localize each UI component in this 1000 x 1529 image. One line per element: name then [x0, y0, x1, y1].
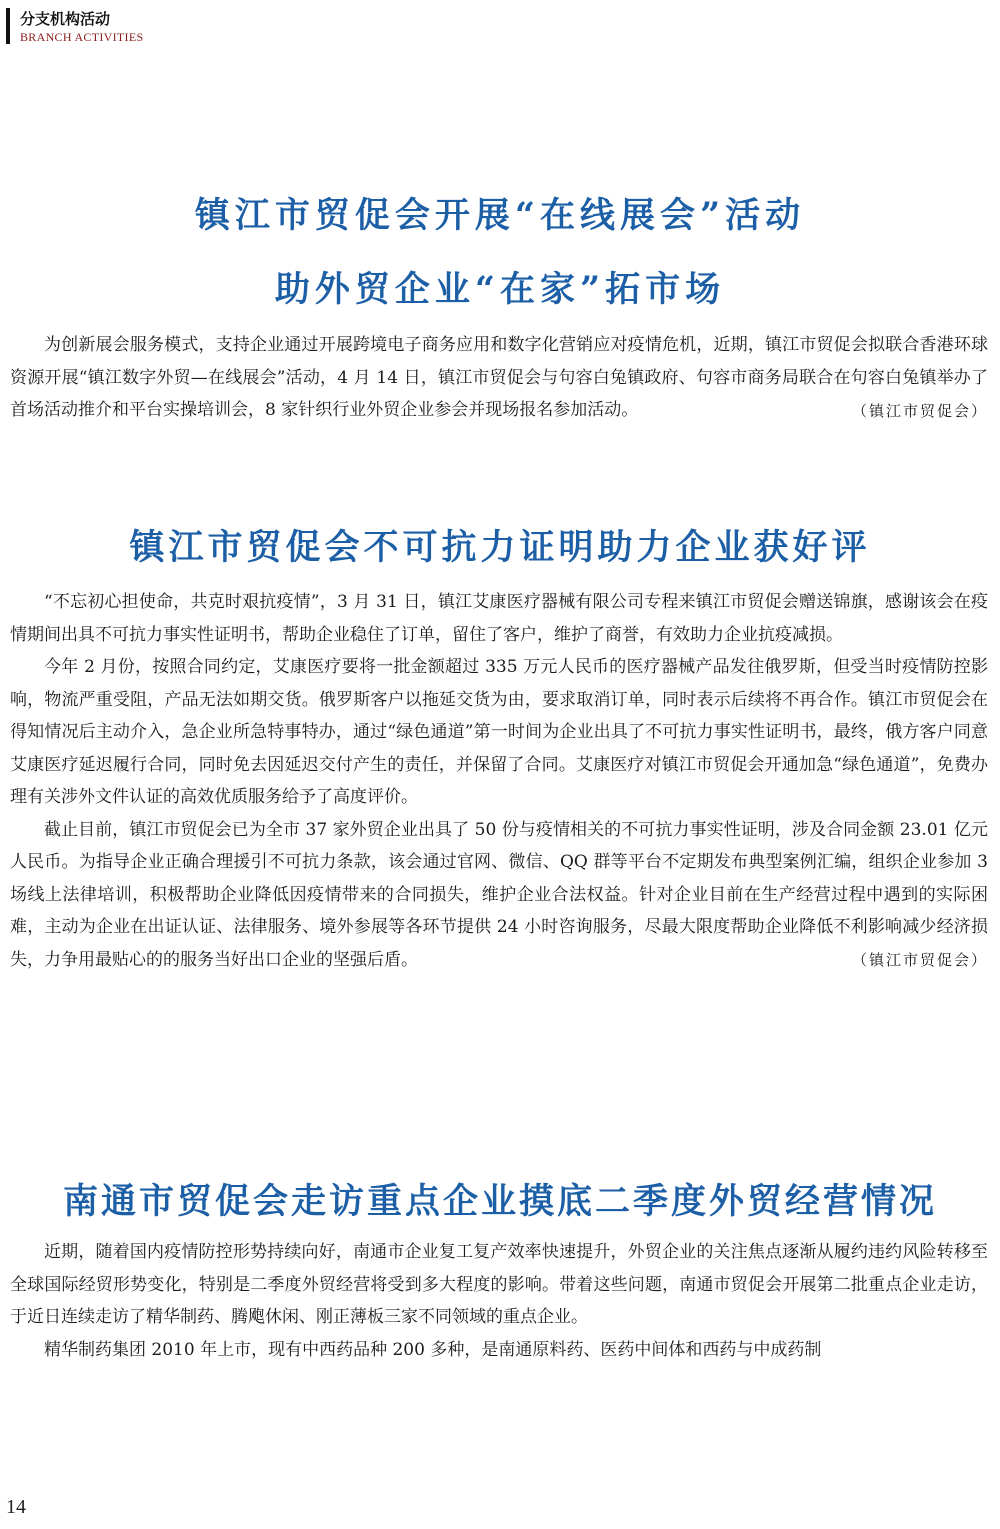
article1-body [10, 329, 988, 427]
article2-paragraph-1: “不忘初心担使命，共克时艰抗疫情”，3 月 31 日，镇江艾康医疗器械有限公司专程来镇江市贸促会赠送锦旗，感谢该会在疫情期间出具不可抗力事实性证明书，帮助企业稳住了订单，留住了客户，维护了商誉，有效助力企业抗疫减损。 [10, 592, 988, 645]
article3-body [10, 1236, 988, 1366]
article3-paragraph-2: 精华制药集团 2010 年上市，现有中西药品种 200 多种，是南通原料药、医药中间体和西药与中成药制 [44, 1339, 822, 1360]
article2-source: （镇江市贸促会） [851, 951, 988, 969]
article3-title: 南通市贸促会走访重点企业摸底二季度外贸经营情况 [62, 1181, 937, 1222]
article1-title-line2: 助外贸企业“在家”拓市场 [274, 269, 726, 310]
article1-paragraph-1: 为创新展会服务模式，支持企业通过开展跨境电子商务应用和数字化营销应对疫情危机，近期，镇江市贸促会拟联合香港环球资源开展“镇江数字外贸—在线展会”活动，4 月 14 日，镇江市贸促会与句容白兔镇政府、句容市商务局联合在句容白兔镇举办了首场活动推介和平台实操培训会，8 家针织行业外贸企业参会并现场报名参加活动。 [10, 335, 988, 420]
article1-source: （镇江市贸促会） [851, 401, 988, 420]
article3-paragraph-1: 近期，随着国内疫情防控形势持续向好，南通市企业复工复产效率快速提升，外贸企业的关注焦点逐渐从履约违约风险转移至全球国际经贸形势变化，特别是二季度外贸经营将受到多大程度的影响。带着这些问题，南通市贸促会开展第二批重点企业走访，于近日连续走访了精华制药、腾飑休闲、刚正薄板三家不同领域的重点企业。 [10, 1242, 988, 1327]
section-title-cn: 分支机构活动 [20, 10, 111, 28]
article2-body [10, 586, 988, 976]
header-accent-bar [6, 8, 10, 44]
page-number: 14 [6, 1496, 26, 1518]
article2-title: 镇江市贸促会不可抗力证明助力企业获好评 [129, 527, 871, 568]
article2-paragraph-2: 今年 2 月份，按照合同约定，艾康医疗要将一批金额超过 335 万元人民币的医疗器械产品发往俄罗斯，但受当时疫情防控影响，物流严重受阻，产品无法如期交货。俄罗斯客户以拖延交货为由，要求取消订单，同时表示后续将不再合作。镇江市贸促会在得知情况后主动介入，急企业所急特事特办，通过“绿色通道”第一时间为企业出具了不可抗力事实性证明书，最终，俄方客户同意艾康医疗延迟履行合同，同时免去因延迟交付产生的责任，并保留了合同。艾康医疗对镇江市贸促会开通加急“绿色通道”，免费办理有关涉外文件认证的高效优质服务给予了高度评价。 [10, 657, 988, 807]
article2-paragraph-3: 截止目前，镇江市贸促会已为全市 37 家外贸企业出具了 50 份与疫情相关的不可抗力事实性证明，涉及合同金额 23.01 亿元人民币。为指导企业正确合理援引不可抗力条款，该会通过官网、微信、QQ 群等平台不定期发布典型案例汇编，组织企业参加 3 场线上法律培训，积极帮助企业降低因疫情带来的合同损失，维护企业合法权益。针对企业目前在生产经营过程中遇到的实际困难，主动为企业在出证认证、法律服务、境外参展等各环节提供 24 小时咨询服务，尽最大限度帮助企业降低不利影响减少经济损失，力争用最贴心的的服务当好出口企业的坚强后盾。 [10, 819, 988, 970]
article1-title-line1: 镇江市贸促会开展“在线展会”活动 [194, 195, 806, 236]
section-title-en: BRANCH ACTIVITIES [20, 30, 144, 44]
